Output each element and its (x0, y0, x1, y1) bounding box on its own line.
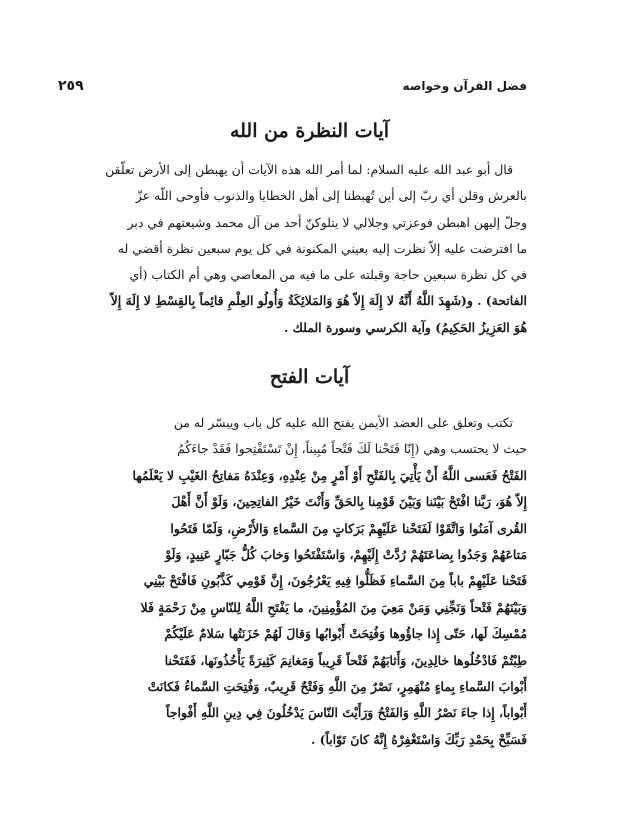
text-line: مُمْسِكَ لَها، حَتّى إِذا جاؤُوها وَفُتِحَتْ أَبْوابُها وَقالَ لَهُمْ خَزَنَتُها سَلامٌ عَلَيْكُمْ (164, 626, 527, 642)
text-line: بالعرش وقلن أي ربّ إلى أين تُهبطنا إلى أهل الخطايا والذنوب فأوحى اللّه عزّ (135, 188, 527, 204)
text-line: القُرى آمَنُوا وَاتَّقَوْا لَفَتَحْنا عَلَيْهِمْ بَرَكاتٍ مِنَ السَّماءِ وَالأَرْضِ، وَلَمّا فَتَحُوا (170, 520, 527, 536)
text-line: وَبَيْنَهُمْ فَتْحاً وَنَجِّنِي وَمَنْ مَعِيَ مِنَ المُؤْمِنِينَ، ما يَفْتَحِ اللَّهُ لِلنّاسِ مِنْ رَحْمَةٍ فَلا (140, 599, 527, 615)
text-line: تكتب وتعلق على العضد الأيمن يفتح الله عليه كل باب وييسّر له من (173, 415, 513, 430)
text-line: الفاتحة) . و(شَهِدَ اللَّهُ أَنَّهُ لا إِلَهَ إِلاّ هُوَ وَالمَلائِكَةُ وَأُولُو العِلْمِ قائِماً بِالقِسْطِ لا إِلَهَ إِلاّ (110, 293, 527, 309)
paragraph-fath (56, 410, 527, 753)
page-header (58, 78, 527, 94)
text-line: في كل نظرة سبعين حاجة وقبلته على ما فيه من المعاصي وهي أم الكتاب (أي (129, 267, 527, 283)
text-line: أَبْواباً، إِذا جاءَ نَصْرُ اللَّهِ وَالفَتْحُ وَرَأَيْتَ النّاسَ يَدْخُلُونَ فِي دِينِ اللَّهِ أَفْواجاً (166, 705, 527, 721)
text-line: إِلاّ هُوَ، رَبَّنا افْتَحْ بَيْنَنا وَبَيْنَ قَوْمِنا بِالحَقِّ وَأَنْتَ خَيْرُ الفاتِحِينَ، وَلَوْ أَنَّ أَهْلَ (171, 494, 527, 510)
section-title-nazra: آيات النظرة من الله (229, 120, 390, 142)
text-line: الفَتْحُ فَعَسى اللَّهُ أَنْ يَأْتِيَ بِالفَتْحِ أَوْ أَمْرٍ مِنْ عِنْدِهِ، وَعِنْدَهُ مَفاتِحُ الغَيْبِ لا يَعْلَمُها (132, 467, 527, 483)
section-title-fath: آيات الفتح (269, 366, 350, 388)
text-line: وجلّ إليهن اهبطن فوعزتي وجلالي لا يتلوكنّ أحد من آل محمد وشيعتهم في دبر (127, 214, 527, 230)
text-line: أَبْوابَ السَّماءِ بِماءٍ مُنْهَمِرٍ، نَصْرٌ مِنَ اللَّهِ وَفَتْحٌ قَرِيبٌ، وَفُتِحَتِ السَّماءُ فَكانَتْ (147, 679, 527, 695)
text-line: ما افترضت عليه إلاّ نظرت إليه بعيني المكنونة في كل يوم سبعين نظرة أقضي له (117, 240, 527, 256)
text-line: فَتَحْنا عَلَيْهِمْ باباً مِنَ السَّماءِ فَظَلُّوا فِيهِ يَعْرُجُونَ، إِنَّ قَوْمِي كَذَّبُونِ فَافْتَحْ بَيْنِي (143, 573, 527, 589)
text-line: حيث لا يحتسب وهي (إِنّا فَتَحْنا لَكَ فَتْحاً مُبِيناً، إِنْ تَسْتَفْتِحوا فَقَدْ جاءَكُمُ (177, 441, 527, 457)
text-line: طِبْتُمْ فَادْخُلُوها خالِدِينَ، وَأَثابَهُمْ فَتْحاً قَرِيباً وَمَغانِمَ كَثِيرَةً يَأْخُذُونَها، فَفَتَحْنا (164, 652, 527, 668)
text-line: مَتاعَهُمْ وَجَدُوا بِضاعَتَهُمْ رُدَّتْ إِلَيْهِمْ، وَاسْتَفْتَحُوا وَخابَ كُلُّ جَبّارٍ عَنِيدٍ، وَلَوْ (165, 547, 527, 563)
text-line: قال أبو عبد الله عليه السلام: لما أمر الله هذه الآيات أن يهبطن إلى الأرض تعلّقن (105, 162, 513, 177)
running-title: فضل القرآن وخواصه (402, 79, 527, 93)
text-line: فَسَبِّحْ بِحَمْدِ رَبِّكَ وَاسْتَغْفِرْهُ إِنَّهُ كانَ تَوّاباً) . (310, 731, 527, 747)
text-line: هُوَ العَزِيزُ الحَكِيمُ) وآية الكرسي وسورة الملك . (284, 319, 527, 335)
page-number: ٢٥٩ (58, 78, 84, 94)
paragraph-nazra (56, 157, 527, 341)
